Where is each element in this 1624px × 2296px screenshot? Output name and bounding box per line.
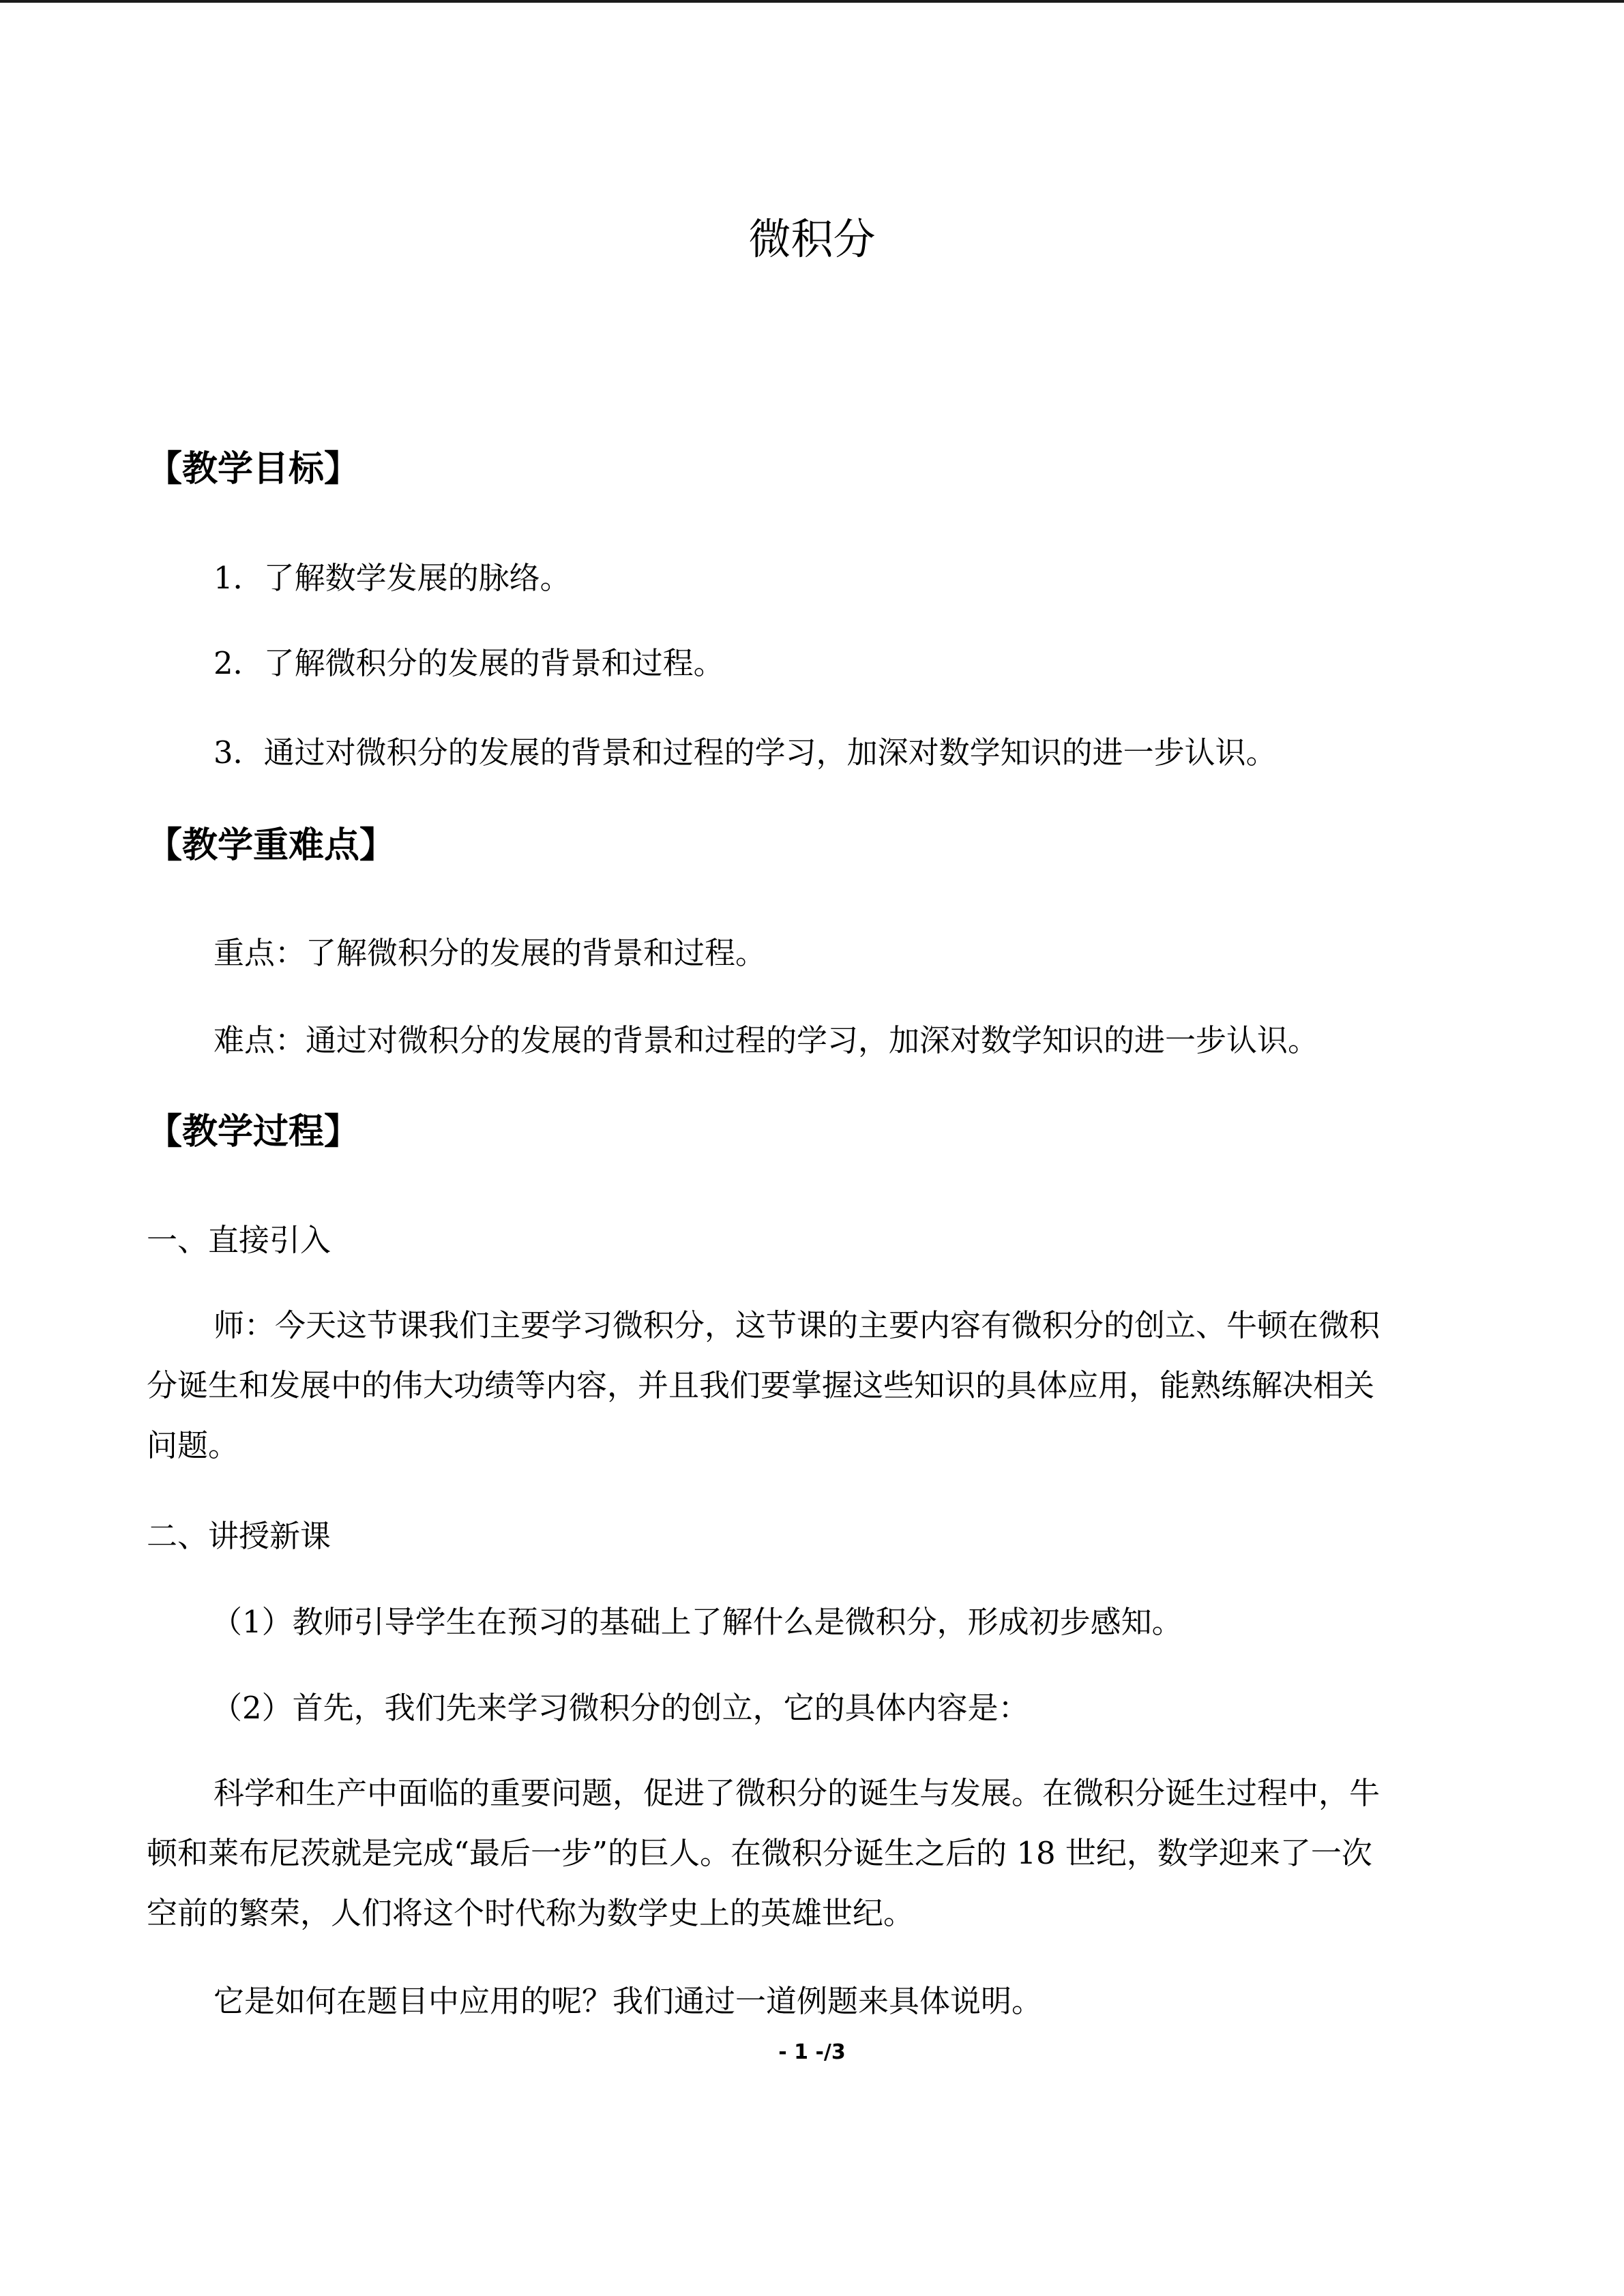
intro-line-3: 问题。 bbox=[147, 1427, 239, 1463]
content-line-3: 空前的繁荣，人们将这个时代称为数学史上的英雄世纪。 bbox=[147, 1895, 915, 1931]
process-part2-title: 二、讲授新课 bbox=[147, 1518, 331, 1554]
objective-item-1: 1．了解数学发展的脉络。 bbox=[213, 560, 571, 596]
process-part1-title: 一、直接引入 bbox=[147, 1222, 331, 1258]
page-title: 微积分 bbox=[748, 214, 876, 264]
key-point-emphasis: 重点：了解微积分的发展的背景和过程。 bbox=[213, 935, 767, 971]
page-top-border bbox=[0, 0, 1624, 3]
section-heading-process: 【教学过程】 bbox=[147, 1112, 360, 1152]
process-content-paragraph bbox=[147, 1763, 1477, 1943]
process-intro-paragraph bbox=[147, 1296, 1477, 1476]
content-line-2: 顿和莱布尼茨就是完成“最后一步”的巨人。在微积分诞生之后的 18 世纪，数学迎来了一次 bbox=[147, 1835, 1372, 1871]
intro-line-1: 师：今天这节课我们主要学习微积分，这节课的主要内容有微积分的创立、牛顿在微积 bbox=[213, 1307, 1381, 1343]
section-heading-objectives: 【教学目标】 bbox=[147, 449, 360, 490]
objective-item-2: 2．了解微积分的发展的背景和过程。 bbox=[213, 645, 724, 681]
content-line-1: 科学和生产中面临的重要问题，促进了微积分的诞生与发展。在微积分诞生过程中，牛 bbox=[213, 1775, 1381, 1811]
key-point-difficulty: 难点：通过对微积分的发展的背景和过程的学习，加深对数学知识的进一步认识。 bbox=[213, 1022, 1319, 1058]
process-closing-line: 它是如何在题目中应用的呢？我们通过一道例题来具体说明。 bbox=[213, 1983, 1043, 2019]
page-number-footer: - 1 -/3 bbox=[778, 2040, 846, 2064]
intro-line-2: 分诞生和发展中的伟大功绩等内容，并且我们要掌握这些知识的具体应用，能熟练解决相关 bbox=[147, 1367, 1375, 1403]
section-heading-key-points: 【教学重难点】 bbox=[147, 825, 396, 866]
process-step-1: （1）教师引导学生在预习的基础上了解什么是微积分，形成初步感知。 bbox=[211, 1604, 1183, 1640]
process-step-2: （2）首先，我们先来学习微积分的创立，它的具体内容是： bbox=[211, 1690, 1029, 1726]
objective-item-3: 3．通过对微积分的发展的背景和过程的学习，加深对数学知识的进一步认识。 bbox=[213, 734, 1277, 771]
